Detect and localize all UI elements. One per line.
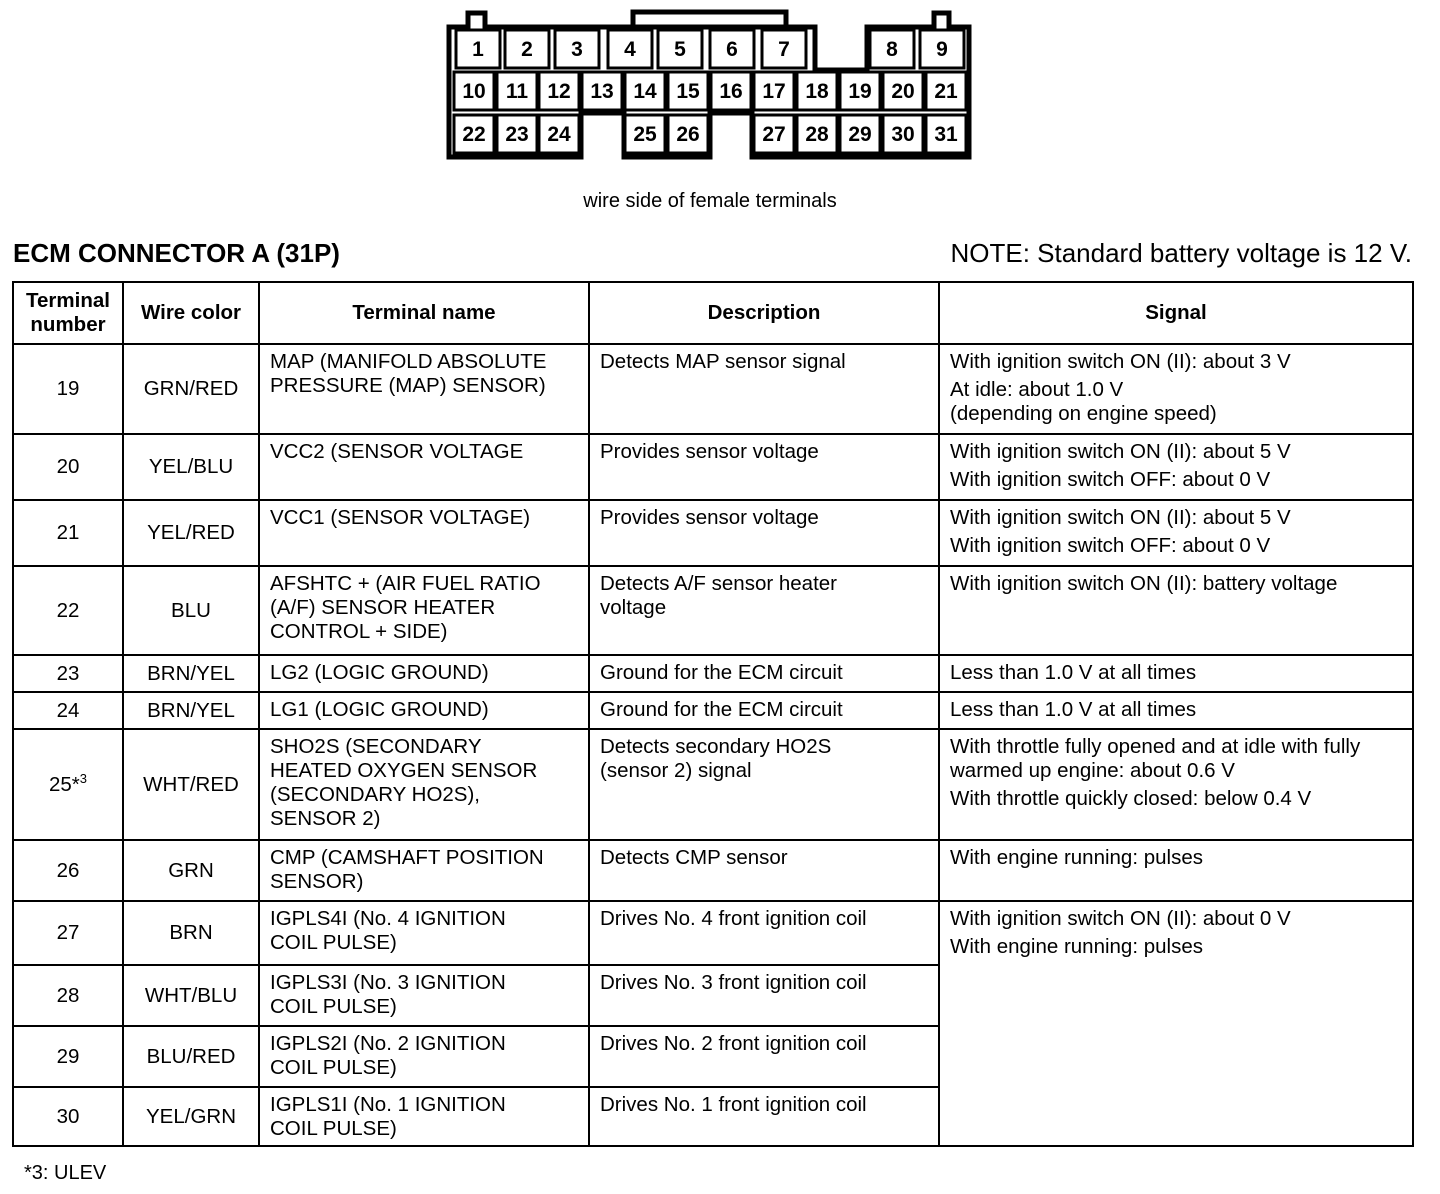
cell-terminal-number	[13, 434, 123, 500]
footnote: *3: ULEV	[24, 1162, 107, 1184]
signal-line: With throttle fully opened and at idle with fully warmed up engine: about 0.6 V	[950, 735, 1361, 782]
cell-signal	[939, 434, 1413, 500]
table-row	[13, 840, 1413, 901]
cell-terminal-name: LG2 (LOGIC GROUND)	[259, 655, 589, 692]
footnote-ref: 3	[79, 770, 87, 786]
terminal-cell-number: 19	[848, 80, 872, 103]
cell-signal	[939, 692, 1413, 729]
cell-terminal-name: IGPLS4I (No. 4 IGNITION COIL PULSE)	[259, 901, 589, 965]
cell-terminal-name: CMP (CAMSHAFT POSITION SENSOR)	[259, 840, 589, 901]
cell-wire-color: YEL/BLU	[123, 434, 259, 500]
terminal-cell-number: 9	[936, 38, 948, 61]
cell-description: Provides sensor voltage	[589, 434, 939, 500]
cell-signal	[939, 655, 1413, 692]
cell-wire-color: YEL/GRN	[123, 1087, 259, 1146]
terminal-cell-number: 30	[891, 123, 915, 146]
cell-signal	[939, 566, 1413, 655]
cell-signal	[939, 901, 1413, 1146]
cell-terminal-number: 29	[13, 1026, 123, 1087]
terminal-cell-number: 18	[805, 80, 829, 103]
terminal-cell-number: 25	[633, 123, 657, 146]
signal-line: With throttle quickly closed: below 0.4 V	[950, 787, 1312, 810]
terminal-cell-number: 20	[891, 80, 915, 103]
signal-line: With engine running: pulses	[950, 935, 1203, 958]
header-signal: Signal	[939, 282, 1413, 344]
cell-description: Detects A/F sensor heater voltage	[589, 566, 939, 655]
ecm-connector-table	[12, 281, 1414, 1147]
cell-description: Ground for the ECM circuit	[589, 655, 939, 692]
terminal-cell-number: 31	[934, 123, 958, 146]
cell-description: Provides sensor voltage	[589, 500, 939, 566]
terminal-cell-number: 4	[624, 38, 636, 61]
terminal-cell-number: 29	[848, 123, 872, 146]
terminal-cell-number: 28	[805, 123, 829, 146]
terminal-cell-number: 27	[762, 123, 786, 146]
table-row	[13, 434, 1413, 500]
cell-terminal-number	[13, 655, 123, 692]
cell-terminal-number: 30	[13, 1087, 123, 1146]
terminal-number: 19	[56, 377, 80, 400]
cell-wire-color: BRN/YEL	[123, 692, 259, 729]
terminal-number: 23	[56, 661, 80, 685]
signal-line: Less than 1.0 V at all times	[950, 698, 1197, 721]
terminal-cell-number: 8	[886, 38, 898, 61]
header-terminal-number: Terminal number	[13, 282, 123, 344]
terminal-number: 22	[56, 598, 80, 622]
terminal-number: 26	[56, 858, 80, 882]
terminal-cell-number: 21	[934, 80, 958, 103]
signal-line: Less than 1.0 V at all times	[950, 661, 1197, 684]
terminal-cell-number: 3	[571, 38, 583, 61]
cell-description: Drives No. 4 front ignition coil	[589, 901, 939, 965]
terminal-cell-number: 23	[505, 123, 529, 146]
terminal-cell-number: 10	[462, 80, 486, 103]
terminal-cell-number: 1	[472, 38, 484, 61]
table-row	[13, 344, 1413, 434]
cell-terminal-number	[13, 344, 123, 434]
cell-signal	[939, 344, 1413, 434]
signal-line: With ignition switch ON (II): about 5 V	[950, 440, 1291, 463]
table-header-row	[13, 282, 1413, 344]
cell-terminal-name: SHO2S (SECONDARY HEATED OXYGEN SENSOR (SECONDARY HO2S), SENSOR 2)	[259, 729, 589, 840]
connector-caption: wire side of female terminals	[583, 190, 837, 212]
signal-line: With ignition switch OFF: about 0 V	[950, 468, 1271, 491]
terminal-cell-number: 6	[726, 38, 738, 61]
cell-terminal-number	[13, 500, 123, 566]
terminal-cell-number: 7	[778, 38, 790, 61]
terminal-cell-number: 17	[762, 80, 786, 103]
cell-description: Drives No. 3 front ignition coil	[589, 965, 939, 1026]
cell-terminal-name: IGPLS3I (No. 3 IGNITION COIL PULSE)	[259, 965, 589, 1026]
terminal-number: 21	[56, 521, 80, 544]
terminal-cell-number: 2	[521, 38, 533, 61]
cell-terminal-number: 27	[13, 901, 123, 965]
battery-note: NOTE: Standard battery voltage is 12 V.	[950, 238, 1412, 268]
terminal-cell-number: 24	[547, 123, 571, 146]
table-row	[13, 500, 1413, 566]
cell-terminal-number	[13, 692, 123, 729]
signal-line: With ignition switch OFF: about 0 V	[950, 534, 1271, 557]
terminal-cell-number: 14	[633, 80, 657, 103]
cell-terminal-name: MAP (MANIFOLD ABSOLUTE PRESSURE (MAP) SENSOR)	[259, 344, 589, 434]
cell-wire-color: GRN/RED	[123, 344, 259, 434]
header-description: Description	[589, 282, 939, 344]
cell-wire-color: YEL/RED	[123, 500, 259, 566]
cell-terminal-name: IGPLS2I (No. 2 IGNITION COIL PULSE)	[259, 1026, 589, 1087]
signal-line: With ignition switch ON (II): about 0 V	[950, 907, 1291, 930]
cell-signal	[939, 500, 1413, 566]
terminal-cell-number: 22	[462, 123, 486, 146]
cell-wire-color: WHT/RED	[123, 729, 259, 840]
cell-terminal-number	[13, 566, 123, 655]
signal-line: At idle: about 1.0 V (depending on engine speed)	[950, 378, 1217, 425]
cell-terminal-number: 28	[13, 965, 123, 1026]
signal-line: With ignition switch ON (II): about 5 V	[950, 506, 1291, 529]
page-title: ECM CONNECTOR A (31P)	[13, 238, 340, 268]
terminal-number: 24	[56, 698, 80, 722]
table-row	[13, 901, 1413, 965]
signal-line: With ignition switch ON (II): battery voltage	[950, 572, 1338, 595]
table-row	[13, 566, 1413, 655]
cell-terminal-name: AFSHTC + (AIR FUEL RATIO (A/F) SENSOR HEATER CONTROL + SIDE)	[259, 566, 589, 655]
header-terminal-name: Terminal name	[259, 282, 589, 344]
cell-wire-color: WHT/BLU	[123, 965, 259, 1026]
cell-signal	[939, 840, 1413, 901]
cell-wire-color: BRN	[123, 901, 259, 965]
cell-wire-color: BLU/RED	[123, 1026, 259, 1087]
signal-line: With engine running: pulses	[950, 846, 1203, 869]
cell-description: Drives No. 1 front ignition coil	[589, 1087, 939, 1146]
cell-description: Detects MAP sensor signal	[589, 344, 939, 434]
cell-wire-color: BRN/YEL	[123, 655, 259, 692]
cell-wire-color: BLU	[123, 566, 259, 655]
terminal-number: 20	[56, 455, 80, 478]
cell-terminal-name: LG1 (LOGIC GROUND)	[259, 692, 589, 729]
terminal-cell-number: 11	[505, 80, 529, 103]
cell-description: Drives No. 2 front ignition coil	[589, 1026, 939, 1087]
table-row	[13, 692, 1413, 729]
cell-terminal-name: VCC1 (SENSOR VOLTAGE)	[259, 500, 589, 566]
cell-terminal-number	[13, 729, 123, 840]
terminal-cell-number: 15	[676, 80, 700, 103]
cell-terminal-name: IGPLS1I (No. 1 IGNITION COIL PULSE)	[259, 1087, 589, 1146]
cell-description: Ground for the ECM circuit	[589, 692, 939, 729]
terminal-cell-number: 13	[590, 80, 614, 103]
terminal-cell-number: 5	[674, 38, 686, 61]
cell-terminal-name: VCC2 (SENSOR VOLTAGE	[259, 434, 589, 500]
terminal-cell-number: 12	[547, 80, 571, 103]
table-row	[13, 729, 1413, 840]
cell-description: Detects CMP sensor	[589, 840, 939, 901]
header-wire-color: Wire color	[123, 282, 259, 344]
signal-line: With ignition switch ON (II): about 3 V	[950, 350, 1291, 373]
cell-description: Detects secondary HO2S (sensor 2) signal	[589, 729, 939, 840]
terminal-number: 25*	[48, 772, 80, 796]
cell-wire-color: GRN	[123, 840, 259, 901]
table-row	[13, 655, 1413, 692]
terminal-cell-number: 16	[719, 80, 743, 103]
terminal-cell-number: 26	[676, 123, 700, 146]
cell-terminal-number	[13, 840, 123, 901]
connector-diagram	[0, 0, 1440, 190]
cell-signal	[939, 729, 1413, 840]
